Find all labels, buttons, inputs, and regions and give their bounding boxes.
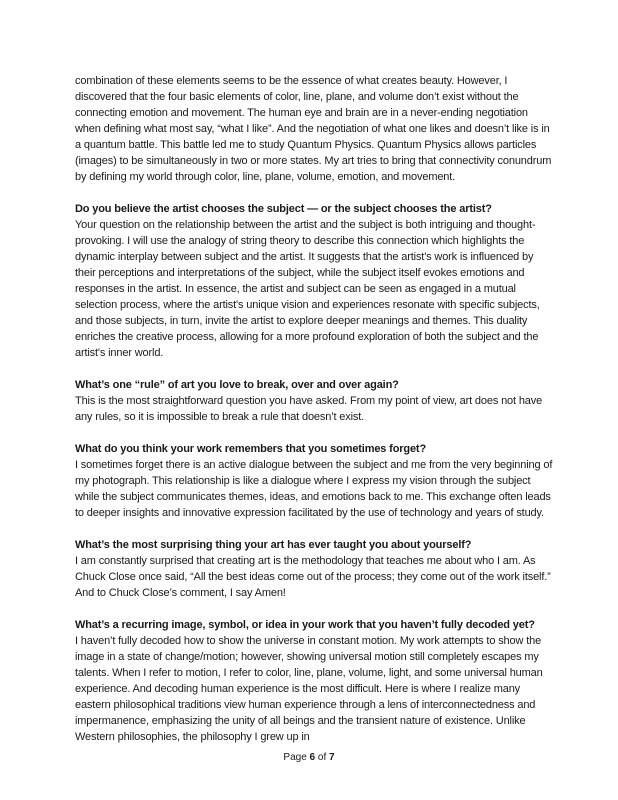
answer-paragraph: I haven’t fully decoded how to show the universe in constant motion. My work attempts to show the image in a state of change/motion; however, showing universal motion still completely escapes my talents. When I refer to motion, I refer to color, line, plane, volume, light, and some universal human experience. And decoding human experience is the most difficult. Here is where I realize many eastern philosophical traditions view human experience through a lens of interconnectedness and impermanence, emphasizing the unity of all beings and the transient nature of existence. Unlike Western philosophies, the philosophy I grew up in [75,635,543,743]
page-label: Page [283,752,307,763]
qa-section-4 [75,537,553,601]
intro-paragraph: combination of these elements seems to be the essence of what creates beauty. However, I discovered that the four basic elements of color, line, plane, and volume don’t exist without the connecting emotion and movement. The human eye and brain are in a never-ending negotiation when defining what most say, “what I like”. And the negotiation of what one likes and doesn’t like is in a quantum battle. This battle led me to study Quantum Physics. Quantum Physics allows particles (images) to be simultaneously in two or more states. My art tries to bring that connectivity conundrum by defining my world through color, line, plane, volume, emotion, and movement. [75,75,552,183]
qa-section-5 [75,617,553,745]
page-of-label: of [317,752,327,763]
answer-paragraph: I sometimes forget there is an active dialogue between the subject and me from the very beginning of my photograph. This relationship is like a dialogue where I express my vision through the subject while the subject communicates themes, ideas, and emotions back to me. This exchange often leads to deeper insights and innovative expression facilitated by the use of technology and years of study. [75,459,553,519]
total-page-count: 7 [329,752,335,763]
question-heading: What do you think your work remembers that you sometimes forget? [75,443,427,455]
page-footer [0,752,618,764]
question-heading: What’s a recurring image, symbol, or idea in your work that you haven’t fully decoded yet? [75,619,535,631]
question-heading: What’s the most surprising thing your art has ever taught you about yourself? [75,539,472,551]
qa-section-2 [75,377,553,425]
question-heading: Do you believe the artist chooses the subject — or the subject chooses the artist? [75,203,492,215]
current-page-number: 6 [309,752,316,763]
question-heading: What’s one “rule” of art you love to break, over and over again? [75,379,399,391]
answer-paragraph: I am constantly surprised that creating art is the methodology that teaches me about who I am. As Chuck Close once said, “All the best ideas come out of the process; they come out of the work itself.” And to Chuck Close’s comment, I say Amen! [75,555,551,599]
qa-section-3 [75,441,553,521]
qa-section-1 [75,201,553,361]
answer-paragraph: This is the most straightforward question you have asked. From my point of view, art does not have any rules, so it is impossible to break a rule that doesn’t exist. [75,395,543,423]
answer-paragraph: Your question on the relationship between the artist and the subject is both intriguing and thought-provoking. I will use the analogy of string theory to describe this connection which highlights the dynamic interplay between subject and the artist. It suggests that the artist's work is influenced by their perceptions and interpretations of the subject, while the subject itself evokes emotions and responses in the artist. In essence, the artist and subject can be seen as engaged in a mutual selection process, where the artist's unique vision and experiences resonate with specific subjects, and those subjects, in turn, invite the artist to explore deeper meanings and themes. This duality enriches the creative process, allowing for a more profound exploration of both the subject and the artist's inner world. [75,219,540,359]
document-page [75,73,553,745]
